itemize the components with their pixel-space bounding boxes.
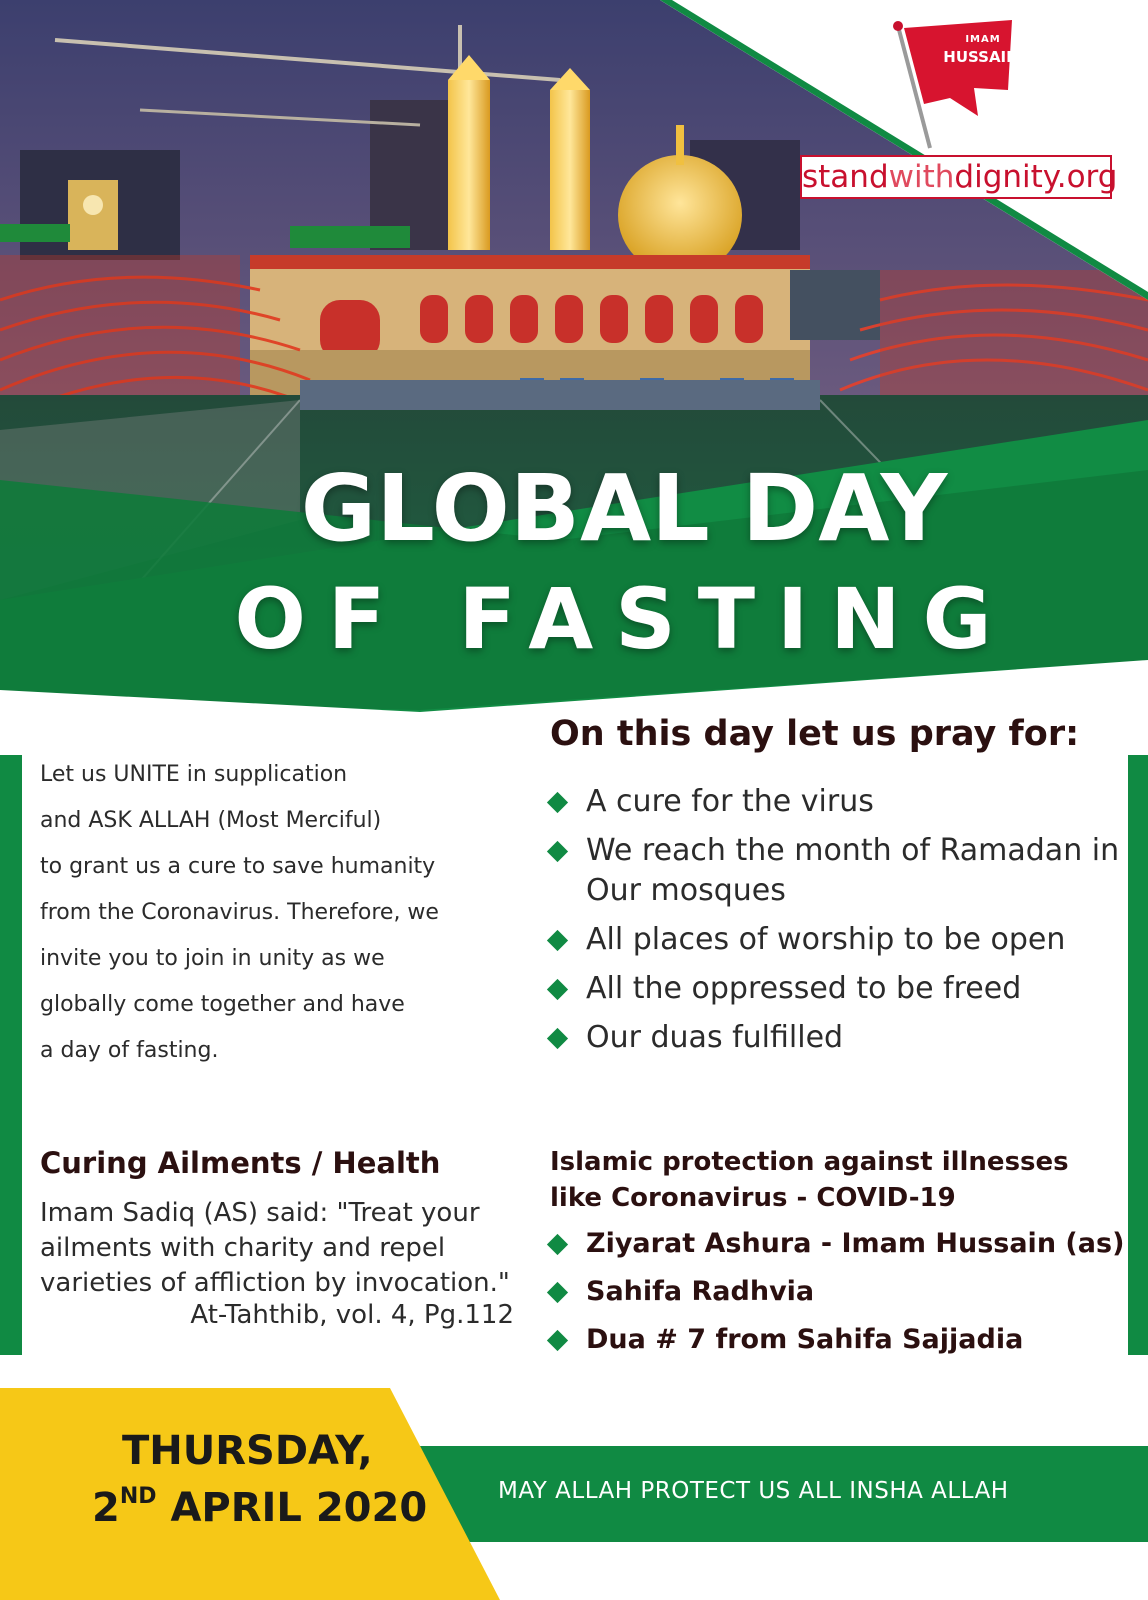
curing-title: Curing Ailments / Health [40,1146,441,1180]
diamond-bullet-icon [547,1282,568,1303]
list-item-text: We reach the month of Ramadan in Our mosques [586,833,1120,908]
diamond-bullet-icon [547,930,568,951]
protection-list [548,1224,1128,1368]
pray-list [548,782,1128,1067]
diamond-bullet-icon [547,841,568,862]
diamond-bullet-icon [547,1330,568,1351]
curing-source: At-Tahthib, vol. 4, Pg.112 [190,1300,514,1330]
intro-text [40,752,480,1074]
intro-line: a day of fasting. [40,1038,219,1063]
intro-line: to grant us a cure to save humanity [40,854,436,879]
site-part-3: dignity [954,159,1057,195]
pray-heading: On this day let us pray for: [550,714,1080,754]
list-item [548,831,1128,911]
date-number: 2 [92,1485,120,1531]
flag-small-text: IMAM [965,34,1001,45]
diamond-bullet-icon [547,792,568,813]
intro-line: from the Coronavirus. Therefore, we [40,900,439,925]
site-part-1: stand [802,159,889,195]
list-item [548,920,1128,960]
intro-line: invite you to join in unity as we [40,946,385,971]
right-accent-bar [1128,755,1148,1355]
list-item-text: A cure for the virus [586,784,874,819]
list-item [548,1320,1128,1360]
list-item-text: All the oppressed to be freed [586,971,1022,1006]
list-item [548,1272,1128,1312]
title-line-2: OF FASTING [234,570,1014,668]
list-item-text: Dua # 7 from Sahifa Sajjadia [586,1324,1024,1355]
curing-quote: Imam Sadiq (AS) said: "Treat your ailments with charity and repel varieties of affliction by invocation." [40,1198,510,1298]
date-suffix: ND [119,1484,157,1509]
flag-big-text: HUSSAIN [943,48,1019,66]
date-rest: APRIL 2020 [156,1485,428,1531]
diamond-bullet-icon [547,979,568,1000]
list-item-text: Ziyarat Ashura - Imam Hussain (as) [586,1228,1125,1259]
site-part-4: .org [1056,159,1118,195]
site-part-2: with [888,159,955,195]
intro-line: Let us UNITE in supplication [40,762,348,787]
footer-message: MAY ALLAH PROTECT US ALL INSHA ALLAH [498,1478,1009,1504]
list-item-text: Sahifa Radhvia [586,1276,815,1307]
title-line-1: GLOBAL DAY [300,455,948,562]
date-day: THURSDAY, [122,1428,373,1474]
protection-title: Islamic protection against illnesses like Coronavirus - COVID-19 [550,1147,1069,1213]
list-item [548,1018,1128,1058]
list-item-text: All places of worship to be open [586,922,1066,957]
intro-line: and ASK ALLAH (Most Merciful) [40,808,382,833]
list-item [548,1224,1128,1264]
logo [790,20,1130,210]
intro-line: globally come together and have [40,992,405,1017]
website-link[interactable] [800,155,1118,199]
date-text [92,1484,427,1531]
diamond-bullet-icon [547,1028,568,1049]
diamond-bullet-icon [547,1234,568,1255]
list-item [548,969,1128,1009]
left-accent-bar [0,755,22,1355]
list-item [548,782,1128,822]
list-item-text: Our duas fulfilled [586,1020,844,1055]
